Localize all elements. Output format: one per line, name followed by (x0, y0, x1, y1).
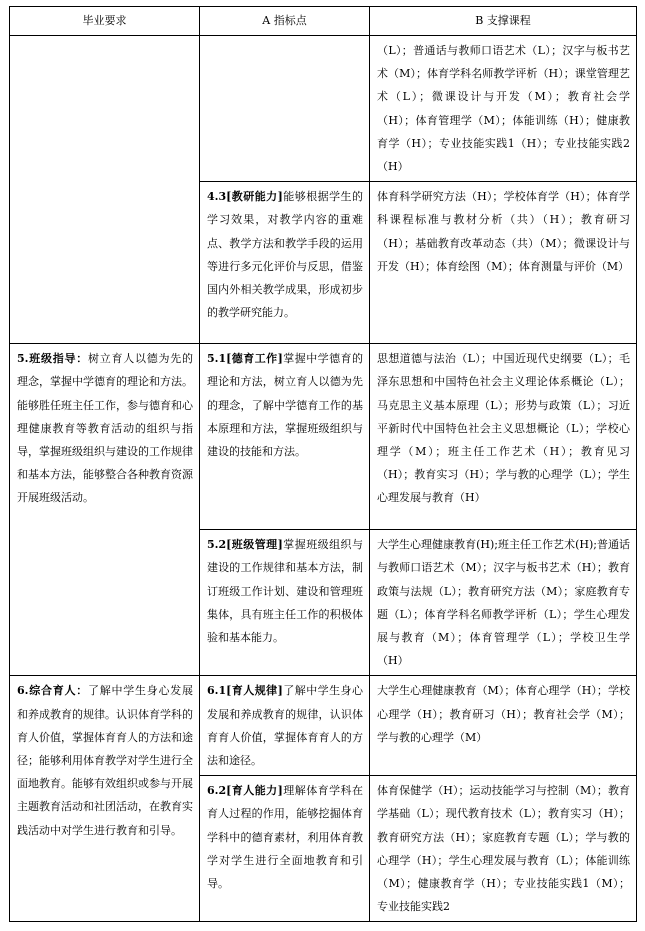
indicator-title: 6.1[育人规律] (207, 684, 283, 698)
header-courses: B 支撑课程 (370, 7, 637, 36)
requirement-title: 6.综合育人： (17, 684, 88, 698)
requirement-cell-continued (10, 36, 200, 344)
courses-cell: 体育科学研究方法（H）；学校体育学（H）；体育学科课程标准与教材分析（共）（H）；教育研习（H）；基础教育改革动态（共）（M）；微课设计与开发（H）；体育绘图（M）；体育测量与评价（M） (370, 182, 637, 344)
table-header-row (10, 7, 637, 36)
indicator-text: 了解中学生身心发展和养成教育的规律，认识体育育人价值，掌握体育育人的方法和途径。 (207, 684, 364, 768)
courses-cell: 大学生心理健康教育(H);班主任工作艺术(H);普通话与教师口语艺术（M）；汉字与板书艺术（H）；教育政策与法规（L）；教育研究方法（M）；家庭教育专题（L）；体育学科名师教学评析（L）；学生心理发展与教育（M）；体育管理学（L）；学校卫生学（H） (370, 530, 637, 676)
table-row (10, 36, 637, 182)
courses-cell: 大学生心理健康教育（M）；体育心理学（H）；学校心理学（H）；教育研习（H）；教育社会学（M）；学与教的心理学（M） (370, 676, 637, 776)
indicator-cell-6-1 (200, 676, 370, 776)
indicator-cell-6-2 (200, 776, 370, 922)
requirement-text: 树立育人以德为先的理念，掌握中学德育的理论和方法。能够胜任班主任工作，参与德育和心理健康教育等教育活动的组织与指导，掌握班级组织与建设的工作规律和基本方法，能够整合各种教育资源开展班级活动。 (17, 352, 194, 505)
indicator-title: 6.2[育人能力] (207, 784, 283, 798)
requirement-title: 5.班级指导： (17, 352, 88, 366)
indicator-cell-continued (200, 36, 370, 182)
indicator-text: 掌握班级组织与建设的工作规律和基本方法，制订班级工作计划、建设和管理班集体，具有班主任工作的积极体验和基本能力。 (207, 538, 364, 645)
indicator-cell-5-1 (200, 344, 370, 530)
indicator-title: 5.1[德育工作] (207, 352, 283, 366)
table-row (10, 344, 637, 530)
indicator-title: 5.2[班级管理] (207, 538, 283, 552)
indicator-text: 理解体育学科在育人过程的作用，能够挖掘体育学科中的德育素材，利用体育教学对学生进行全面地教育和引导。 (207, 784, 364, 891)
requirement-cell-5 (10, 344, 200, 676)
courses-cell: 思想道德与法治（L）；中国近现代史纲要（L）；毛泽东思想和中国特色社会主义理论体系概论（L）；马克思主义基本原理（L）；形势与政策（L）；习近平新时代中国特色社会主义思想概论（L）；学校心理学（M）；班主任工作艺术（H）；教育见习（H）；教育实习（H）；学与教的心理学（L）；学生心理发展与教育（H） (370, 344, 637, 530)
indicator-cell-4-3 (200, 182, 370, 344)
courses-cell: （L）；普通话与教师口语艺术（L）；汉字与板书艺术（M）；体育学科名师教学评析（H）；课堂管理艺术（L）；微课设计与开发（M）；教育社会学（H）；体育管理学（M）；体能训练（H）；健康教育学（H）；专业技能实践1（H）；专业技能实践2（H） (370, 36, 637, 182)
header-requirement: 毕业要求 (10, 7, 200, 36)
requirement-cell-6 (10, 676, 200, 922)
table-row (10, 676, 637, 776)
indicator-text: 掌握中学德育的理论和方法，树立育人以德为先的理念，了解中学德育工作的基本原理和方法，掌握班级组织与建设的技能和方法。 (207, 352, 364, 459)
courses-cell: 体育保健学（H）；运动技能学习与控制（M）；教育学基础（L）；现代教育技术（L）；教育实习（H）；教育研究方法（H）；家庭教育专题（L）；学与教的心理学（H）；学生心理发展与教育（L）；体能训练（M）；健康教育学（H）；专业技能实践1（M）；专业技能实践2 (370, 776, 637, 922)
requirement-text: 了解中学生身心发展和养成教育的规律。认识体育学科的育人价值，掌握体育育人的方法和途径；能够利用体育教学对学生进行全面地教育。能够有效组织或参与开展主题教育活动和社团活动，在教育实践活动中对学生进行教育和引导。 (17, 684, 194, 837)
graduation-requirements-table (9, 6, 637, 922)
indicator-text: 能够根据学生的学习效果，对教学内容的重难点、教学方法和教学手段的运用等进行多元化评价与反思，借鉴国内外相关教学成果，形成初步的教学研究能力。 (207, 190, 364, 320)
header-indicator: A 指标点 (200, 7, 370, 36)
indicator-title: 4.3[教研能力] (207, 190, 283, 204)
indicator-cell-5-2 (200, 530, 370, 676)
